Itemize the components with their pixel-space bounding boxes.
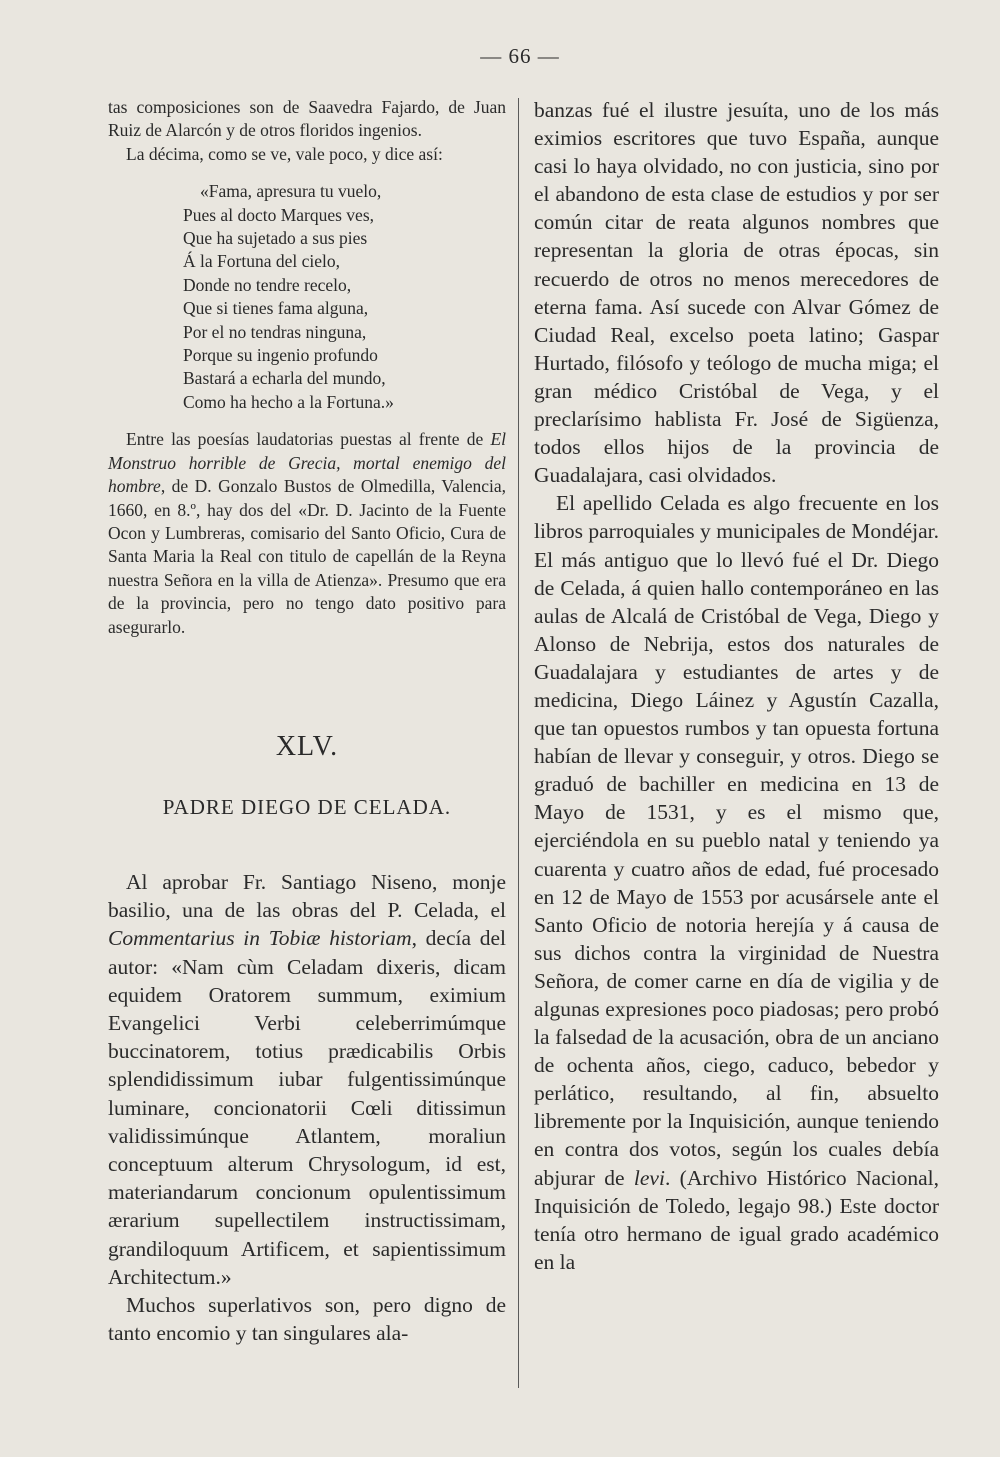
poem-line: Á la Fortuna del cielo, — [183, 251, 340, 272]
poesias-paragraph — [108, 428, 506, 639]
section-number: XLV. — [275, 730, 339, 762]
poem-line: Por el no tendras ninguna, — [183, 321, 367, 342]
page-number: — 66 — — [480, 44, 560, 68]
poem-line: Que si tienes fama alguna, — [183, 298, 369, 319]
section-title: PADRE DIEGO DE CELADA. — [162, 794, 452, 819]
apellido-paragraph — [534, 489, 939, 1276]
continuation-paragraph: banzas fué el ilustre jesuíta, uno de los más eximios escritores que tuvo España, aunque casi lo haya olvidado, no con justicia, sino por el abandono de esta clase de estudios y por ser común citar de reata algunos nombres que representan la gloria de otras épocas, sin recuerdo de otros no menos merecedores de eterna fama. Así sucede con Alvar Gómez de Ciudad Real, excelso poeta latino; Gaspar Hurtado, filósofo y teólogo de mucha miga; el gran médico Cristóbal de Vega, y el preclarísimo hablista Fr. José de Sigüenza, todos ellos hijos de la provincia de Guadalajara, casi olvidados. — [534, 98, 939, 488]
column-divider — [518, 98, 519, 1388]
decima-poem — [183, 180, 506, 414]
poem-line: Donde no tendre recelo, — [183, 274, 352, 295]
apellido-text-2: . (Archivo Histórico Nacional, Inquisición de Toledo, legajo 98.) Este doctor tenía otro hermano de igual grado académico en la — [534, 1165, 939, 1274]
poesias-text-1: Entre las poesías laudatorias puestas al frente de — [126, 429, 491, 450]
levi-word: levi — [633, 1165, 665, 1190]
aprobar-text-1: Al aprobar Fr. Santiago Niseno, monje basilio, una de las obras del P. Celada, el — [108, 869, 506, 923]
poem-line: Que ha sujetado a sus pies — [183, 228, 368, 249]
right-column — [534, 96, 939, 1276]
poem-line: Porque su ingenio profundo — [183, 345, 378, 366]
book-title: El Monstruo horrible de Grecia, mortal enemigo del hombre — [108, 429, 506, 497]
aprobar-paragraph — [108, 868, 506, 1291]
apellido-text-1: El apellido Celada es algo frecuente en los libros parroquiales y municipales de Mondéjar. El más antiguo que lo llevó fué el Dr. Diego de Celada, á quien hallo contemporáneo en las aulas de Alcalá de Cristóbal de Vega, Diego y Alonso de Nebrija, estos dos naturales de Guadalajara y estudiantes de artes y de medicina, Diego Láinez y Agustín Cazalla, que tan opuestos rumbos y tan opuesta fortuna habían de llevar y conseguir, y otros. Diego se graduó de bachiller en medicina en 13 de Mayo de 1531, y es el mismo que, ejerciéndola en su pueblo natal y teniendo ya cuarenta y cuatro años de edad, fué procesado en 12 de Mayo de 1553 por acusársele ante el Santo Oficio de notoria herejía y á causa de sus dichos contra la virginidad de Nuestra Señora, de comer carne en día de vigilia y de algunas expresiones poco piadosas; pero probó la falsedad de la acusación, obra de un anciano de ochenta años, ciego, caduco, bebedor y perlático, resultando, al fin, absuelto libremente por la Inquisición, aunque teniendo en contra dos votos, según los cuales debía abjurar de — [534, 491, 939, 1190]
poem-line: «Fama, apresura tu vuelo, — [200, 181, 382, 202]
poesias-text-2: , de D. Gonzalo Bustos de Olmedilla, Valencia, 1660, en 8.º, hay dos del «Dr. D. Jacinto de la Fuente Ocon y Lumbreras, comisario del Santo Oficio, Cura de Santa Maria la Real con titulo de capellán de la Reyna nuestra Señora en la villa de Atienza». Presumo que era de la provincia, pero no tengo dato positivo para asegurarlo. — [108, 476, 506, 637]
decima-intro: La décima, como se ve, vale poco, y dice así: — [126, 143, 443, 164]
poem-line: Bastará a echarla del mundo, — [183, 368, 386, 389]
aprobar-text-2: , decía del autor: «Nam cùm Celadam dixeris, dicam equidem Oratorem summum, eximium Evangelici Verbi celeberrimúmque buccinatorem, totius prædicabilis Orbis splendidissimum iubar fulgentissimúnque luminare, concionatorii Cœli ditissimun validissimúnque Atlantem, moraliun conceptuum alterum Chrysologum, id est, materiandarum concionum opulentissimum ærarium supellectilem instructissimam, grandiloquum Artificem, et sapientissimum Architectum.» — [108, 926, 506, 1289]
left-column — [108, 96, 506, 1347]
poem-line: Pues al docto Marques ves, — [183, 204, 375, 225]
intro-paragraph: tas composiciones son de Saavedra Fajardo, de Juan Ruiz de Alarcón y de otros floridos ingenios. — [108, 97, 506, 141]
superlativos-paragraph: Muchos superlativos son, pero digno de tanto encomio y tan singulares ala- — [108, 1292, 506, 1346]
work-title: Commentarius in Tobiæ historiam — [108, 926, 412, 951]
poem-line: Como ha hecho a la Fortuna.» — [183, 391, 394, 412]
